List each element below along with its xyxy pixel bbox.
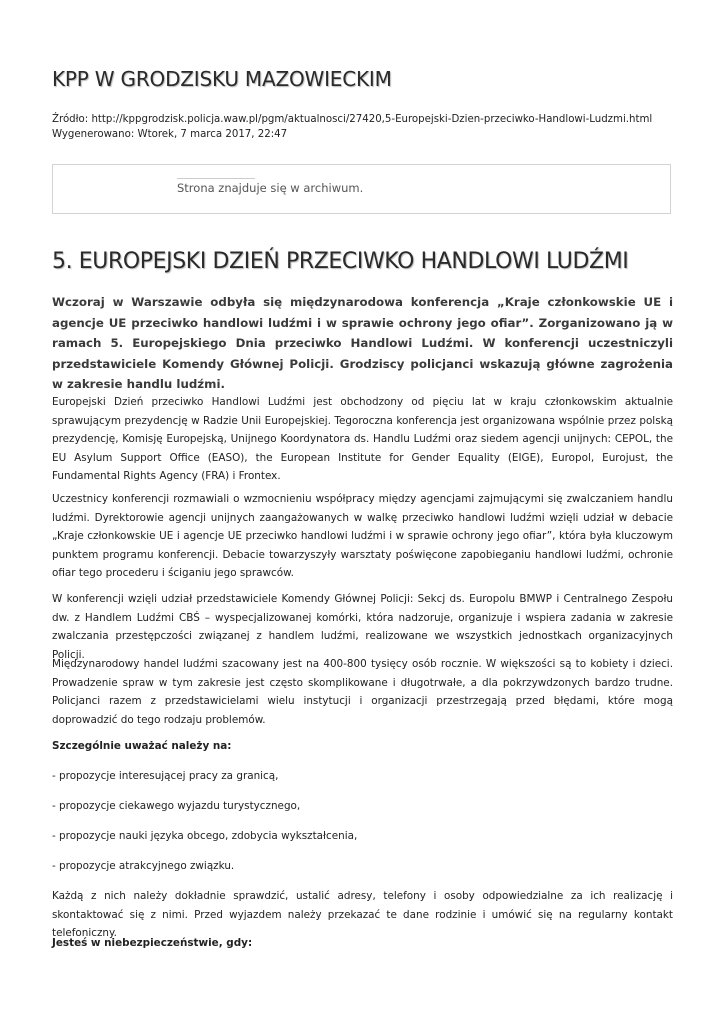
site-title: KPP W GRODZISKU MAZOWIECKIM xyxy=(52,67,392,91)
document-meta xyxy=(52,113,673,142)
archive-divider xyxy=(177,178,255,179)
generated-date: Wygenerowano: Wtorek, 7 marca 2017, 22:47 xyxy=(52,128,288,140)
article-paragraph: Uczestnicy konferencji rozmawiali o wzmocnieniu współpracy między agencjami zajmującymi się zwalczaniem handlu ludźmi. Dyrektorowie agencji unijnych zaangażowanych w walkę przeciwko handlowi ludźmi wzięli udział w debacie „Kraje członkowskie UE i agencje UE przeciwko handlowi ludźmi i w sprawie ochrony jego ofiar”, która była kluczowym punktem programu konferencji. Debacie towarzyszyły warsztaty poświęcone zapobieganiu handlowi ludźmi, ochronie ofiar tego procederu i ściganiu jego sprawców. xyxy=(52,493,673,580)
warning-item: - propozycje atrakcyjnego związku. xyxy=(52,860,235,872)
warning-item: - propozycje ciekawego wyjazdu turystycznego, xyxy=(52,800,301,812)
warning-item: - propozycje nauki języka obcego, zdobycia wykształcenia, xyxy=(52,830,358,842)
article-lead: Wczoraj w Warszawie odbyła się międzynarodowa konferencja „Kraje członkowskie UE i agencje UE przeciwko handlowi ludźmi i w sprawie ochrony jego ofiar”. Zorganizowano ją w ramach 5. Europejskiego Dnia przeciwko Handlowi Ludźmi. W konferencji uczestniczyli przedstawiciele Komendy Głównej Policji. Grodziscy policjanci wskazują główne zagrożenia w zakresie handlu ludźmi. xyxy=(52,295,673,391)
article-paragraph: Międzynarodowy handel ludźmi szacowany jest na 400-800 tysięcy osób rocznie. W większości są to kobiety i dzieci. Prowadzenie spraw w tym zakresie jest często skomplikowane i długotrwałe, a dla pokrzywdzonych bardzo trudne. Policjanci razem z przedstawicielami wielu instytucji i organizacji przestrzegają przed błędami, które mogą doprowadzić do tego rodzaju problemów. xyxy=(52,658,673,726)
article-paragraph: Europejski Dzień przeciwko Handlowi Ludźmi jest obchodzony od pięciu lat w kraju członkowskim aktualnie sprawującym prezydencję w Radzie Unii Europejskiej. Tegoroczna konferencja jest organizowana wspólnie przez polską prezydencję, Komisję Europejską, Unijnego Koordynatora ds. Handlu Ludźmi oraz siedem agencji unijnych: CEPOL, the EU Asylum Support Office (EASO), the European Institute for Gender Equality (EIGE), Europol, Eurojust, the Fundamental Rights Agency (FRA) i Frontex. xyxy=(52,396,673,483)
danger-heading: Jesteś w niebezpieczeństwie, gdy: xyxy=(52,937,253,949)
archive-notice-box xyxy=(52,164,671,214)
source-url: Źródło: http://kppgrodzisk.policja.waw.pl/pgm/aktualnosci/27420,5-Europejski-Dzien-przeciwko-Handlowi-Ludzmi.html xyxy=(52,114,653,125)
warning-item: - propozycje interesującej pracy za granicą, xyxy=(52,770,279,782)
advice-paragraph: Każdą z nich należy dokładnie sprawdzić, ustalić adresy, telefony i osoby odpowiedzialne za ich realizację i skontaktować się z nimi. Przed wyjazdem należy przekazać te dane rodzinie i umówić się na regularny kontakt telefoniczny. xyxy=(52,890,673,940)
archive-notice: Strona znajduje się w archiwum. xyxy=(177,181,364,195)
warning-heading: Szczególnie uważać należy na: xyxy=(52,740,232,752)
article-paragraph: W konferencji wzięli udział przedstawiciele Komendy Głównej Policji: Sekcj ds. Europolu BMWP i Centralnego Zespołu dw. z Handlem Ludźmi CBŚ – wyspecjalizowanej komórki, która nadzoruje, organizuje i wspiera zadania w zakresie zwalczania przestępczości związanej z handlem ludźmi, realizowane we wszystkich jednostkach organizacyjnych Policji. xyxy=(52,593,673,661)
article-title: 5. EUROPEJSKI DZIEŃ PRZECIWKO HANDLOWI LUDŹMI xyxy=(52,249,629,274)
